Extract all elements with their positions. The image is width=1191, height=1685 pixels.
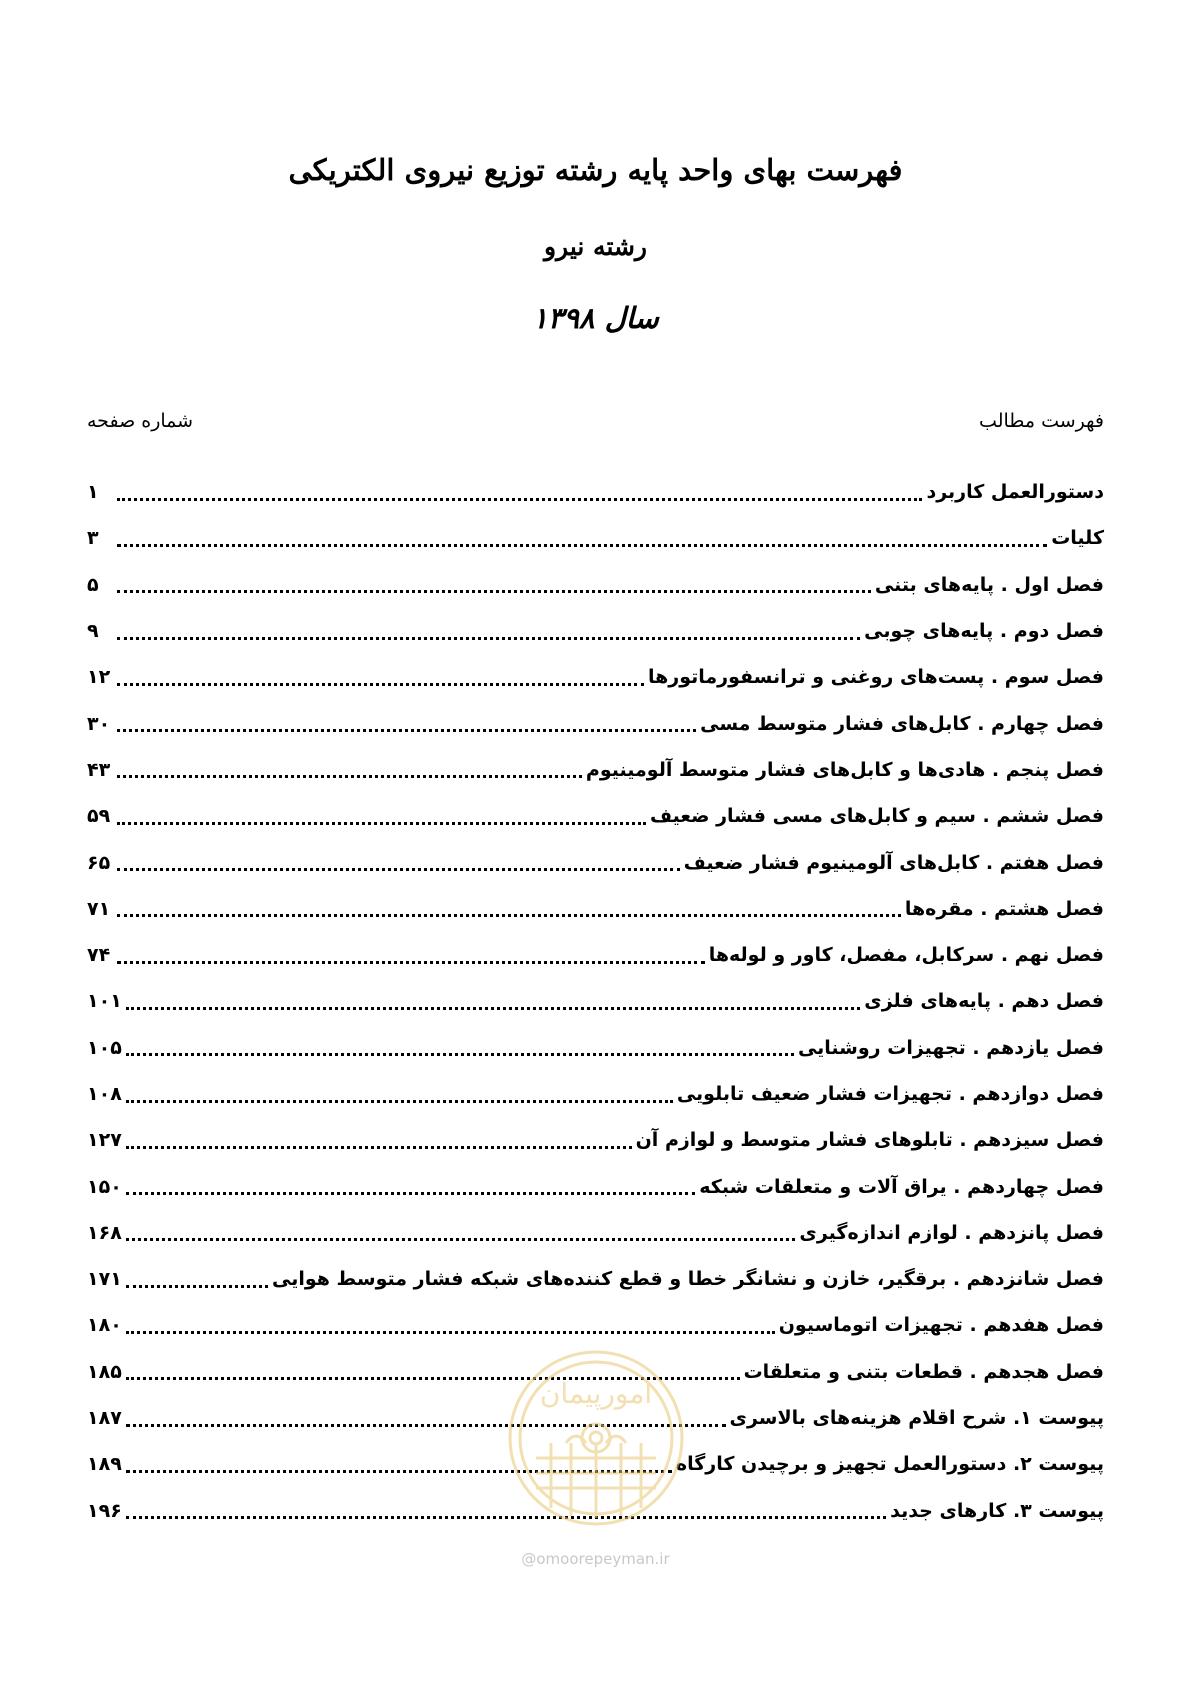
- toc-entry-page: ۱۰۸: [87, 1083, 122, 1105]
- toc-entry-leader: [126, 1007, 861, 1010]
- toc-entry-page: ۱۸۹: [87, 1453, 122, 1476]
- toc-entry-leader: [117, 775, 582, 778]
- toc-entry-page: ۳: [87, 527, 99, 550]
- toc-entry: [87, 515, 1104, 561]
- toc-header: [87, 410, 1104, 432]
- toc-entry-leader: [117, 590, 871, 593]
- toc-entry-page: ۱۹۶: [87, 1499, 122, 1522]
- toc-entry: [87, 700, 1104, 746]
- toc-entry-title: فصل هفتم . کابل‌های آلومینیوم فشار ضعیف: [683, 851, 1104, 874]
- toc-entry-title: دستورالعمل کاربرد: [926, 481, 1104, 504]
- toc-entry-page: ۷۴: [87, 944, 111, 967]
- toc-entry-leader: [117, 868, 680, 871]
- toc-entry-page: ۹: [87, 620, 99, 643]
- toc-header-title: فهرست مطالب: [979, 410, 1104, 432]
- toc-entry-title: فصل هفدهم . تجهیزات اتوماسیون: [778, 1314, 1104, 1337]
- toc-entry: [87, 562, 1104, 608]
- toc-entry-leader: [117, 544, 1047, 547]
- document-year: سال ۱۳۹۸: [532, 301, 659, 335]
- toc-entry-title: فصل دوازدهم . تجهیزات فشار ضعیف تابلویی: [676, 1083, 1104, 1105]
- toc-entry-title: فصل سوم . پست‌های روغنی و ترانسفورماتورها: [647, 666, 1104, 689]
- toc-entry: [87, 932, 1104, 978]
- toc-entry-title: فصل چهارم . کابل‌های فشار متوسط مسی: [700, 712, 1104, 735]
- toc-entry-leader: [117, 498, 922, 501]
- toc-entry: [87, 793, 1104, 839]
- toc-entry: [87, 1117, 1104, 1163]
- toc-entry-title: پیوست ۱. شرح اقلام هزینه‌های بالاسری: [729, 1407, 1104, 1430]
- toc-entry-page: ۱۲۷: [87, 1129, 122, 1152]
- toc-entry-page: ۱: [87, 481, 99, 504]
- toc-entry-page: ۵: [87, 573, 99, 596]
- toc-entry-title: فصل ششم . سیم و کابل‌های مسی فشار ضعیف: [650, 805, 1104, 828]
- toc-entry: [87, 654, 1104, 700]
- toc-entry: [87, 608, 1104, 654]
- document-title: فهرست بهای واحد پایه رشته توزیع نیروی الکتریکی: [288, 153, 903, 187]
- toc-entry-page: ۱۲: [87, 666, 111, 689]
- toc-entry-page: ۷۱: [87, 897, 111, 920]
- toc-entry: [87, 1302, 1104, 1348]
- toc-entry-page: ۵۹: [87, 805, 111, 828]
- toc-entry: [87, 469, 1104, 515]
- toc-entry-page: ۶۵: [87, 851, 111, 874]
- toc-entry-page: ۱۸۰: [87, 1314, 122, 1337]
- toc-entry-title: فصل دهم . پایه‌های فلزی: [864, 990, 1104, 1013]
- toc-entry-leader: [126, 1053, 794, 1056]
- toc-entry-title: فصل چهاردهم . یراق آلات و متعلقات شبکه: [699, 1175, 1104, 1198]
- toc-entry: [87, 978, 1104, 1024]
- toc-entry-page: ۱۰۱: [87, 990, 122, 1013]
- toc-entry-title: فصل پنجم . هادی‌ها و کابل‌های فشار متوسط آلومینیوم: [585, 758, 1104, 781]
- toc-entry-leader: [117, 729, 696, 732]
- toc-entry-leader: [126, 1192, 695, 1195]
- toc-entry-leader: [117, 961, 705, 964]
- toc-entry-page: ۱۵۰: [87, 1175, 122, 1198]
- watermark-logo-icon: [506, 1348, 686, 1528]
- toc-entry: [87, 1071, 1104, 1117]
- toc-entry: [87, 1256, 1104, 1302]
- toc-entry-leader: [126, 1100, 673, 1103]
- toc-entry-page: ۳۰: [87, 712, 111, 735]
- document-headings: [0, 150, 1191, 338]
- toc-entry: [87, 839, 1104, 885]
- toc-entry-title: فصل سیزدهم . تابلوهای فشار متوسط و لوازم آن: [635, 1129, 1104, 1152]
- toc-entry-page: ۴۳: [87, 758, 111, 781]
- watermark-logo-text: امورپیمان: [539, 1377, 653, 1410]
- toc-entry: [87, 747, 1104, 793]
- toc-entry-page: ۱۸۷: [87, 1407, 122, 1430]
- toc-entry: [87, 886, 1104, 932]
- toc-entry: [87, 1025, 1104, 1071]
- toc-entry-title: کلیات: [1051, 527, 1104, 550]
- watermark-site: @omoorepeyman.ir: [521, 1550, 670, 1568]
- toc-entry-title: فصل شانزدهم . برقگیر، خازن و نشانگر خطا و قطع کننده‌های شبکه فشار متوسط هوایی: [271, 1268, 1104, 1291]
- toc-entry-leader: [117, 683, 644, 686]
- toc-entry-title: پیوست ۳. کارهای جدید: [890, 1499, 1104, 1522]
- toc-entry-page: ۱۷۱: [87, 1268, 122, 1291]
- toc-entry-leader: [117, 637, 860, 640]
- toc-entry-leader: [126, 1146, 632, 1149]
- toc-entry-leader: [117, 822, 646, 825]
- toc-entry-title: فصل هجدهم . قطعات بتنی و متعلقات: [743, 1360, 1104, 1383]
- toc-entry-leader: [126, 1285, 268, 1288]
- toc-entry-title: فصل اول . پایه‌های بتنی: [874, 573, 1104, 596]
- toc-entry-leader: [117, 914, 901, 917]
- toc-entry-title: فصل یازدهم . تجهیزات روشنایی: [797, 1036, 1104, 1059]
- toc-entry-title: فصل پانزدهم . لوازم اندازه‌گیری: [799, 1221, 1104, 1244]
- toc-header-page-number: شماره صفحه: [87, 410, 194, 432]
- toc-entry-title: فصل دوم . پایه‌های چوبی: [864, 620, 1104, 643]
- toc-entry-page: ۱۰۵: [87, 1036, 122, 1059]
- toc-entry: [87, 1210, 1104, 1256]
- toc-entry-title: پیوست ۲. دستورالعمل تجهیز و برچیدن کارگاه: [675, 1453, 1104, 1476]
- toc-entry-leader: [126, 1238, 796, 1241]
- toc-entry-title: فصل هشتم . مقره‌ها: [904, 897, 1104, 920]
- document-field: رشته نیرو: [543, 232, 648, 261]
- toc-entry-page: ۱۶۸: [87, 1221, 122, 1244]
- toc-entry: [87, 1163, 1104, 1209]
- toc-entry-leader: [126, 1331, 775, 1334]
- toc-entry-page: ۱۸۵: [87, 1360, 122, 1383]
- toc-entry-title: فصل نهم . سرکابل، مفصل، کاور و لوله‌ها: [708, 944, 1104, 967]
